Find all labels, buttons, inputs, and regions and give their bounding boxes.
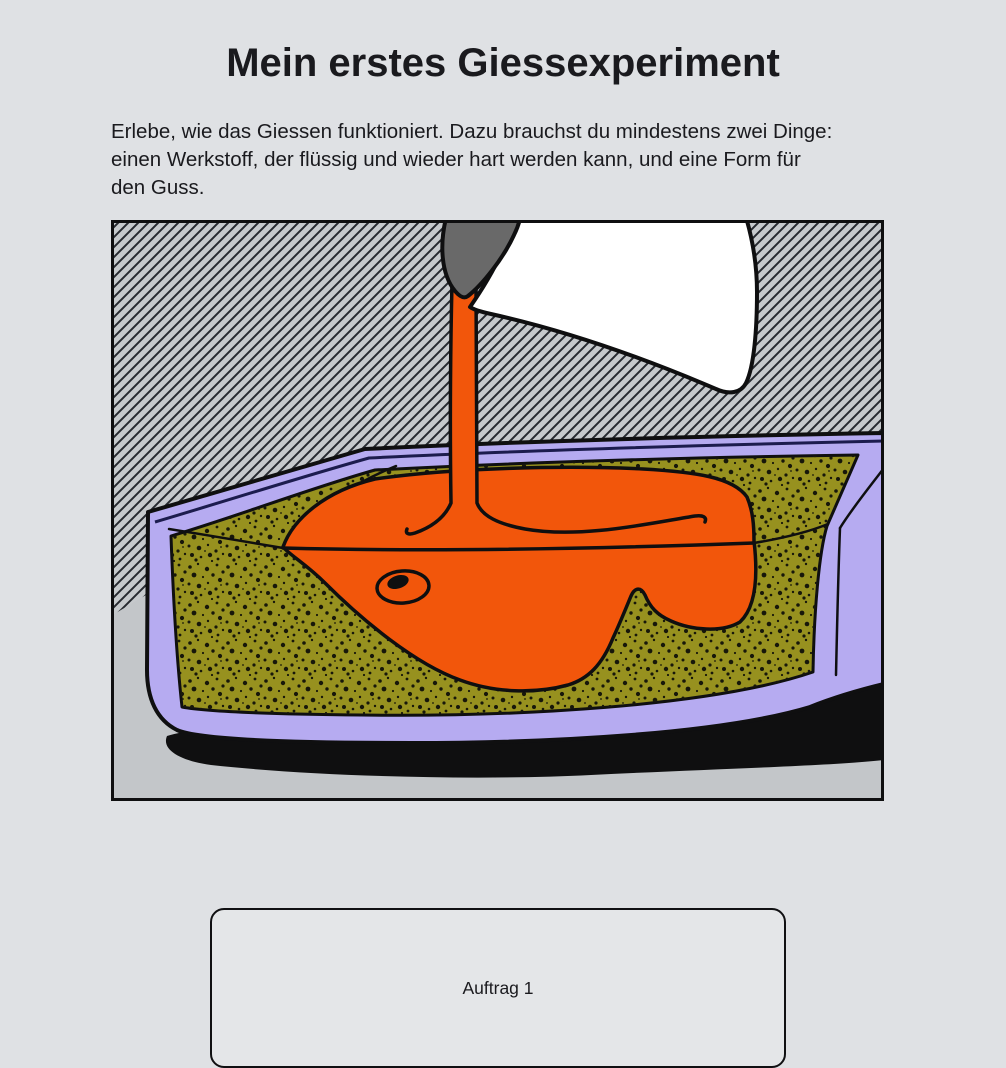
intro-line-1: Erlebe, wie das Giessen funktioniert. Dazu brauchst du mindestens zwei Dinge: (111, 120, 833, 143)
intro-line-2: einen Werkstoff, der flüssig und wieder hart werden kann, und eine Form für (111, 148, 801, 171)
task-card (210, 908, 786, 1068)
page-title: Mein erstes Giessexperiment (226, 41, 780, 85)
task-card-title: Auftrag 1 (462, 978, 534, 998)
intro-line-3: den Guss. (111, 176, 205, 199)
intro-paragraph (111, 118, 884, 202)
casting-illustration (111, 220, 884, 801)
